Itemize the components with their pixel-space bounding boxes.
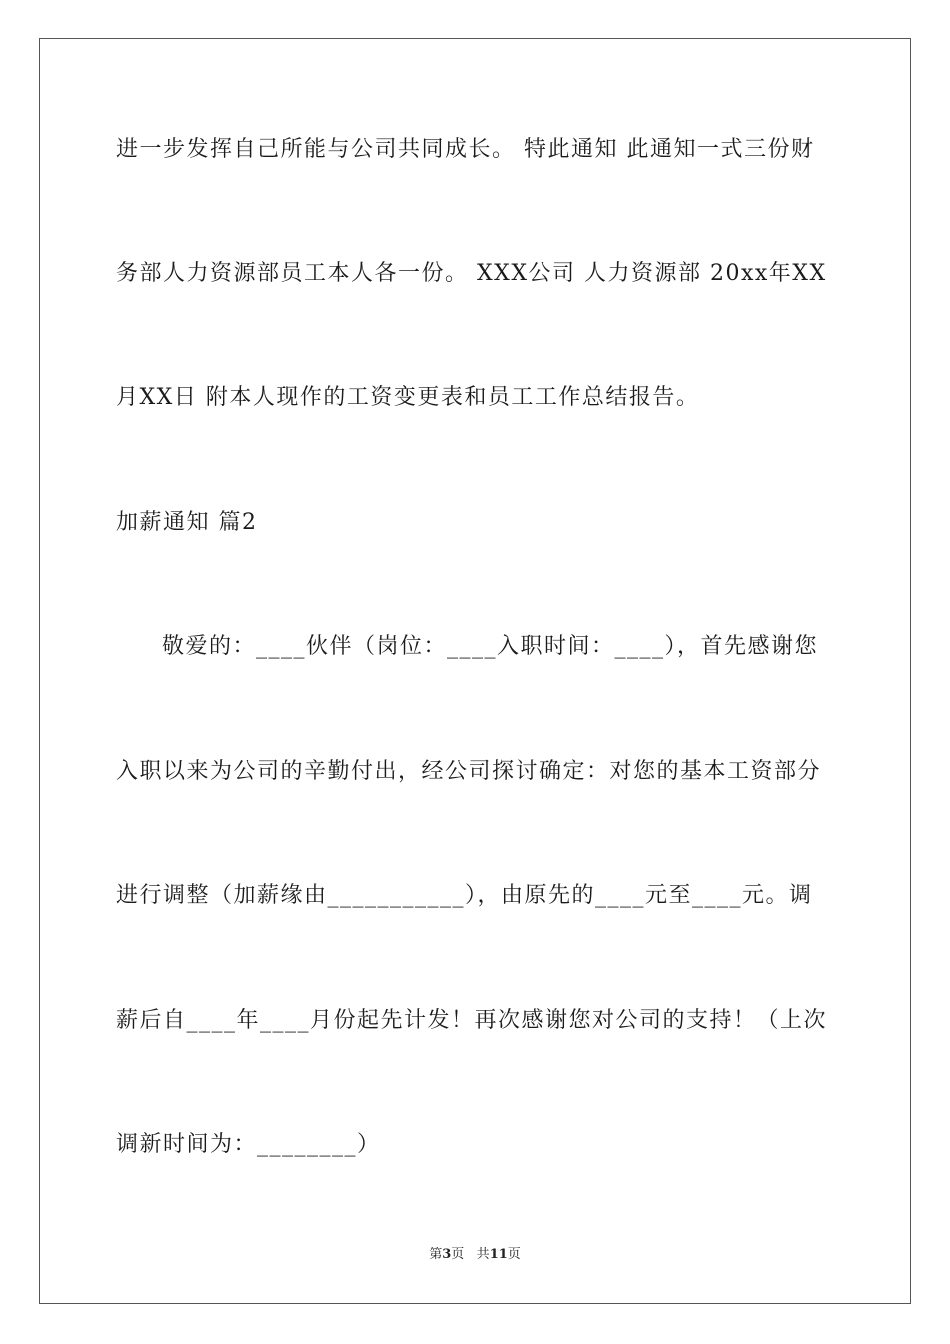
body-text-line: 进一步发挥自己所能与公司共同成长。 特此通知 此通知一式三份财 — [116, 137, 815, 162]
page-prefix: 第 — [429, 1247, 443, 1262]
total-suffix: 页 — [507, 1247, 521, 1262]
page-number: 3 — [442, 1247, 452, 1262]
body-text-line: 薪后自____年____月份起先计发！再次感谢您对公司的支持！（上次 — [116, 1008, 828, 1033]
total-prefix: 共 — [476, 1247, 490, 1262]
body-text-line: 入职以来为公司的辛勤付出，经公司探讨确定：对您的基本工资部分 — [116, 759, 822, 784]
body-text-line: 进行调整（加薪缘由___________），由原先的____元至____元。调 — [116, 883, 813, 908]
body-text-line: 调新时间为：________） — [116, 1132, 381, 1157]
page-footer — [0, 1246, 950, 1264]
body-text-line: 务部人力资源部员工本人各一份。 XXX公司 人力资源部 20xx年XX — [116, 261, 827, 286]
page-suffix: 页 — [451, 1247, 465, 1262]
total-pages: 11 — [489, 1247, 508, 1262]
page-frame — [39, 38, 911, 1304]
body-text-line: 敬爱的：____伙伴（岗位：____入职时间：____），首先感谢您 — [162, 634, 819, 659]
body-text-line: 月XX日 附本人现作的工资变更表和员工工作总结报告。 — [116, 385, 700, 410]
section-heading: 加薪通知 篇2 — [116, 510, 258, 535]
